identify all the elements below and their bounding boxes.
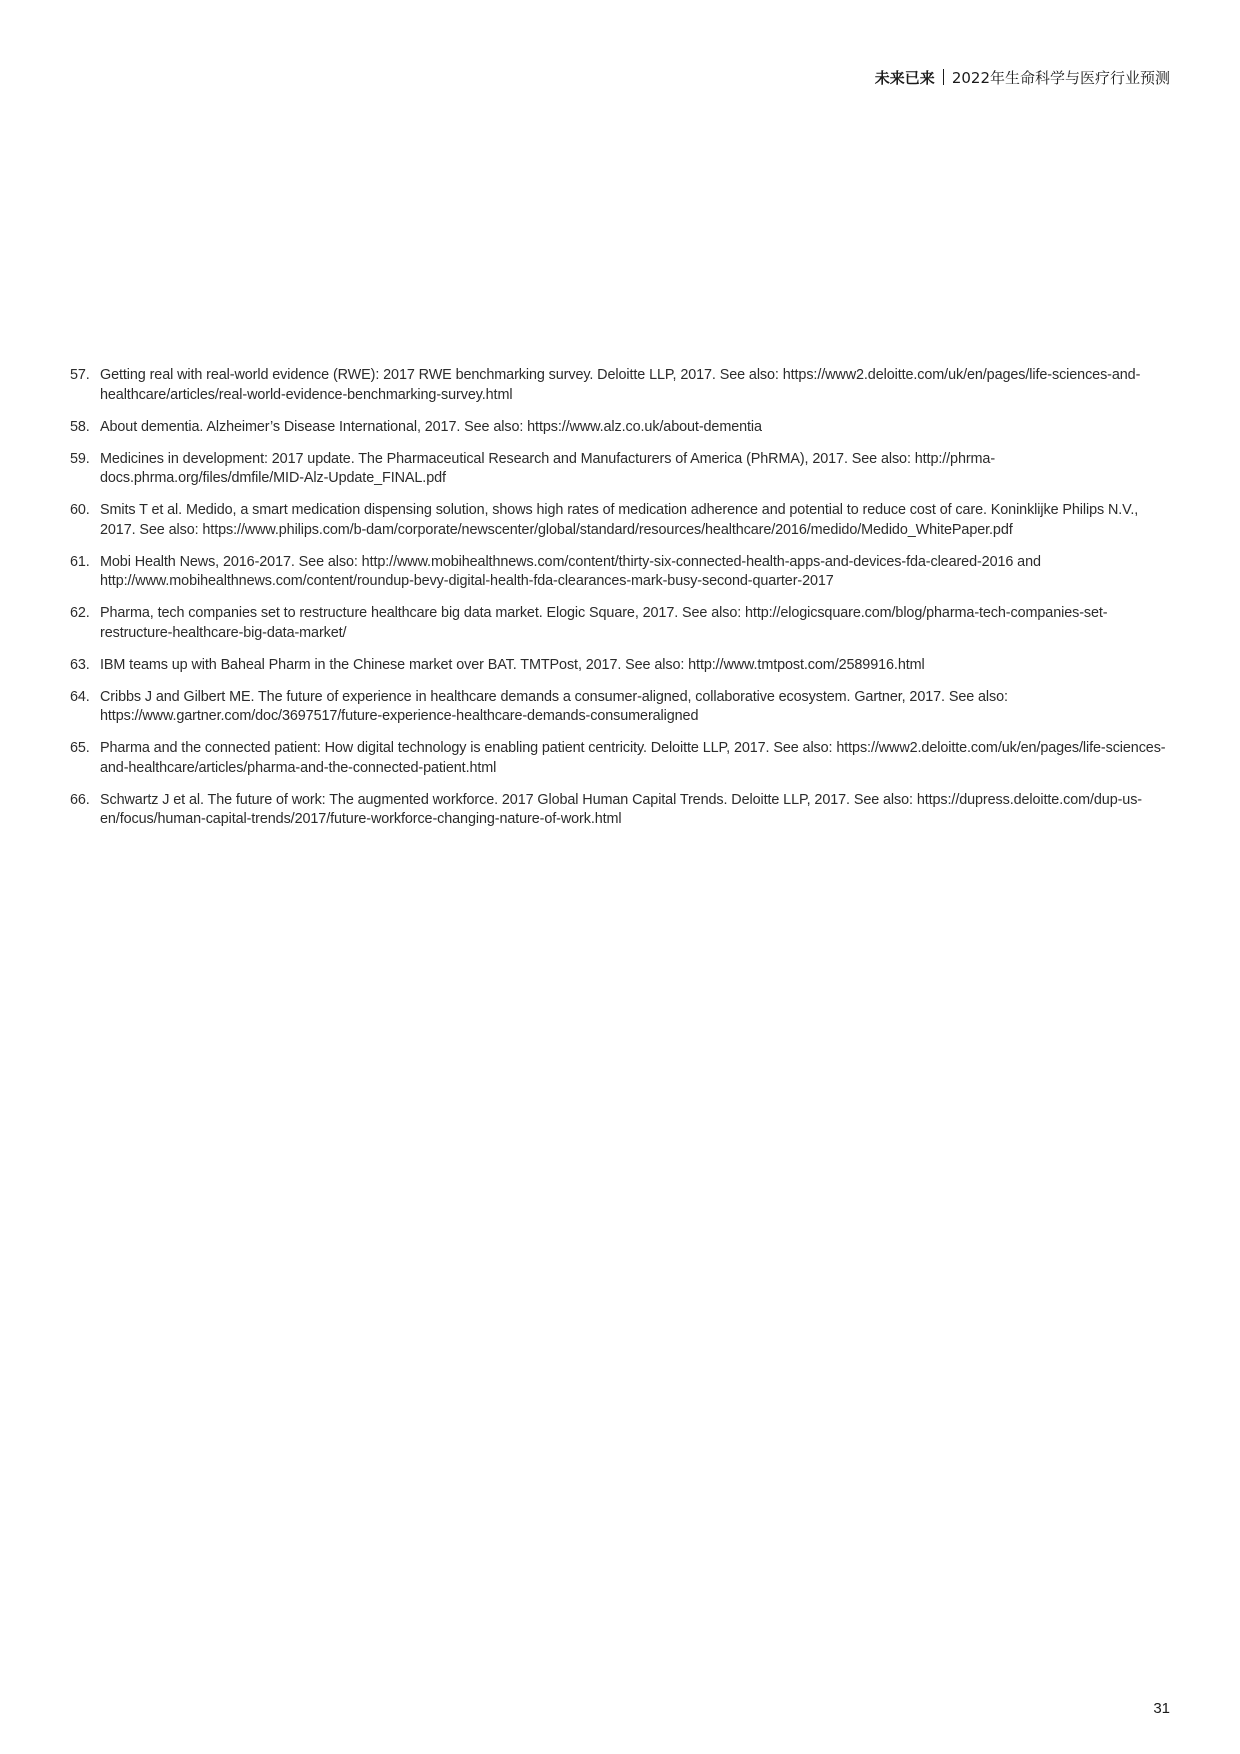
reference-number: 62. xyxy=(70,605,90,621)
page-header xyxy=(875,68,1170,88)
reference-item xyxy=(68,366,1172,405)
reference-text: Schwartz J et al. The future of work: The augmented workforce. 2017 Global Human Capital Trends. Deloitte LLP, 2017. See also: https://dupress.deloitte.com/dup-us-en/focus/human-capital-trends/2017/future-workforce-changing-nature-of-work.html xyxy=(100,791,1142,827)
reference-text: Mobi Health News, 2016-2017. See also: http://www.mobihealthnews.com/content/thirty-six-connected-health-apps-and-devices-fda-cleared-2016 and http://www.mobihealthnews.com/content/roundup-bevy-digital-health-fda-clearances-mark-busy-second-quarter-2017 xyxy=(100,553,1041,589)
reference-number: 65. xyxy=(70,740,90,756)
reference-text: Pharma and the connected patient: How digital technology is enabling patient centricity. Deloitte LLP, 2017. See also: https://www2.deloitte.com/uk/en/pages/life-sciences-and-healthcare/articles/pharma-and-the-connected-patient.html xyxy=(100,740,1166,776)
page-number: 31 xyxy=(1153,1700,1170,1717)
reference-item xyxy=(68,604,1172,643)
reference-text: Pharma, tech companies set to restructure healthcare big data market. Elogic Square, 2017. See also: http://elogicsquare.com/blog/pharma-tech-companies-set-restructure-healthcare-big-data-market/ xyxy=(100,605,1108,641)
reference-text: Medicines in development: 2017 update. The Pharmaceutical Research and Manufacturers of America (PhRMA), 2017. See also: http://phrma-docs.phrma.org/files/dmfile/MID-Alz-Update_FINAL.pdf xyxy=(100,450,996,486)
header-title: 2022年生命科学与医疗行业预测 xyxy=(951,69,1170,87)
reference-item xyxy=(68,739,1172,778)
reference-number: 57. xyxy=(70,367,90,383)
reference-number: 60. xyxy=(70,502,90,518)
reference-number: 58. xyxy=(70,418,90,435)
reference-item xyxy=(68,656,1172,676)
reference-item xyxy=(68,553,1172,592)
header-brand: 未来已来 xyxy=(874,69,935,87)
reference-number: 59. xyxy=(70,450,90,467)
reference-item xyxy=(68,688,1172,727)
reference-text: About dementia. Alzheimer’s Disease International, 2017. See also: https://www.alz.co.uk/about-dementia xyxy=(100,418,762,435)
reference-item xyxy=(68,450,1172,489)
reference-item xyxy=(68,791,1172,830)
reference-number: 64. xyxy=(70,688,90,705)
reference-item xyxy=(68,418,1172,438)
reference-text: Getting real with real-world evidence (RWE): 2017 RWE benchmarking survey. Deloitte LLP, 2017. See also: https://www2.deloitte.com/uk/en/pages/life-sciences-and-healthcare/articles/real-world-evidence-benchmarking-survey.html xyxy=(100,367,1141,403)
reference-number: 66. xyxy=(70,791,90,808)
header-divider xyxy=(943,69,944,85)
reference-list xyxy=(68,366,1172,842)
reference-number: 61. xyxy=(70,553,90,570)
reference-text: IBM teams up with Baheal Pharm in the Chinese market over BAT. TMTPost, 2017. See also: http://www.tmtpost.com/2589916.html xyxy=(100,656,925,673)
reference-text: Smits T et al. Medido, a smart medication dispensing solution, shows high rates of medication adherence and potential to reduce cost of care. Koninklijke Philips N.V., 2017. See also: https://www.philips.com/b-dam/corporate/newscenter/global/standard/resources/healthcare/2016/medido/Medido_WhitePaper.pdf xyxy=(100,502,1139,538)
reference-number: 63. xyxy=(70,656,90,673)
reference-text: Cribbs J and Gilbert ME. The future of experience in healthcare demands a consumer-aligned, collaborative ecosystem. Gartner, 2017. See also: https://www.gartner.com/doc/3697517/future-experience-healthcare-demands-consumeraligned xyxy=(100,688,1008,724)
reference-item xyxy=(68,501,1172,540)
